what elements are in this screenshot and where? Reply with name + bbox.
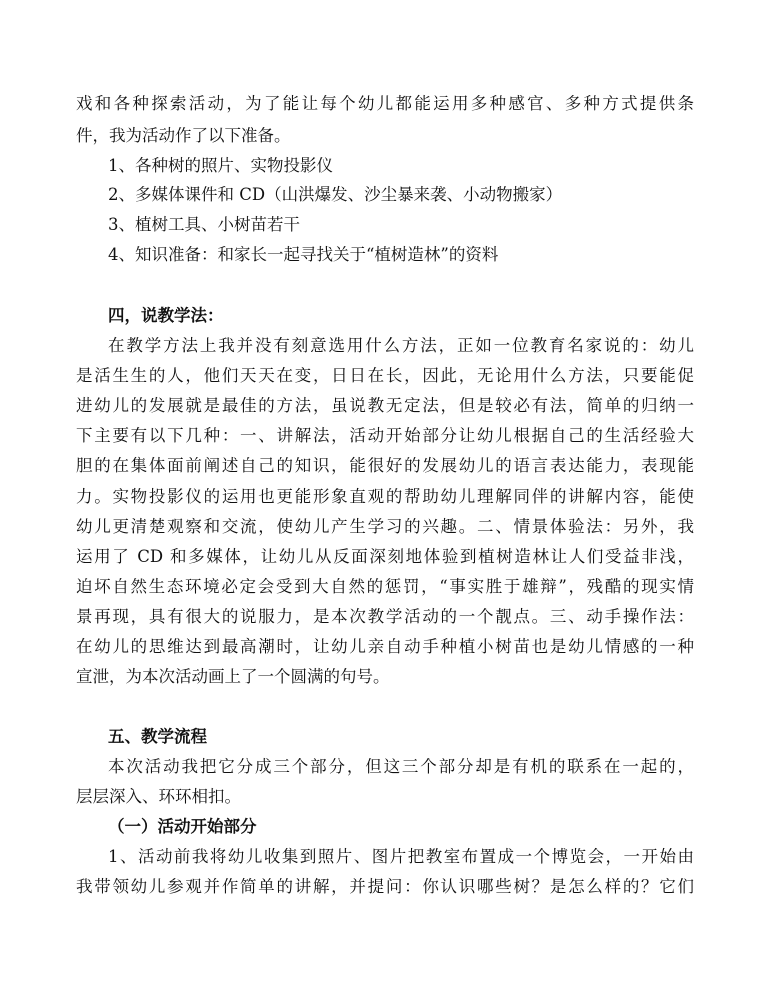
paragraph-line: 胆的在集体面前阐述自己的知识，能很好的发展幼儿的语言表达能力，表现能 [76,456,694,475]
text-line: 戏和各种探索活动，为了能让每个幼儿都能运用多种感官、多种方式提供条 [76,94,694,113]
paragraph-line: 宣泄，为本次活动画上了一个圆满的句号。 [76,667,390,686]
list-item: 3、植树工具、小树苗若干 [108,215,300,234]
paragraph-line: 1、活动前我将幼儿收集到照片、图片把教室布置成一个博览会，一开始由 [108,847,694,866]
paragraph-line: 迫坏自然生态环境必定会受到大自然的惩罚，“事实胜于雄辩”，残酷的现实情 [76,577,694,596]
paragraph-line: 我带领幼儿参观并作简单的讲解，并提问：你认识哪些树？是怎么样的？它们 [76,877,694,896]
paragraph-line: 在幼儿的思维达到最高潮时，让幼儿亲自动手种植小树苗也是幼儿情感的一种 [76,637,694,656]
paragraph-line: 力。实物投影仪的运用也更能形象直观的帮助幼儿理解同伴的讲解内容，能使 [76,487,694,506]
paragraph-line: 是活生生的人，他们天天在变，日日在长，因此，无论用什么方法，只要能促 [76,366,694,385]
subsection-heading: （一）活动开始部分 [108,817,257,836]
paragraph-line: 在教学方法上我并没有刻意选用什么方法，正如一位教育名家说的：幼儿 [108,336,694,355]
list-item: 1、各种树的照片、实物投影仪 [108,156,333,175]
paragraph-line: 幼儿更清楚观察和交流，使幼儿产生学习的兴趣。二、情景体验法：另外，我 [76,517,694,536]
text-line: 件，我为活动作了以下准备。 [76,126,291,145]
section-heading: 五、教学流程 [108,727,207,746]
list-item: 4、知识准备：和家长一起寻找关于“植树造林”的资料 [108,245,499,264]
paragraph-line: 运用了 CD 和多媒体，让幼儿从反面深刻地体验到植树造林让人们受益非浅， [76,547,694,566]
paragraph-line: 层层深入、环环相扣。 [76,787,241,806]
list-item: 2、多媒体课件和 CD（山洪爆发、沙尘暴来袭、小动物搬家） [108,185,563,204]
paragraph-line: 进幼儿的发展就是最佳的方法，虽说教无定法，但是较必有法，简单的归纳一 [76,396,694,415]
section-heading: 四，说教学法： [108,306,224,325]
paragraph-line: 下主要有以下几种：一、讲解法，活动开始部分让幼儿根据自己的生活经验大 [76,426,694,445]
paragraph-line: 本次活动我把它分成三个部分，但这三个部分却是有机的联系在一起的， [108,757,694,776]
paragraph-line: 景再现，具有很大的说服力，是本次教学活动的一个靓点。三、动手操作法： [76,607,694,626]
